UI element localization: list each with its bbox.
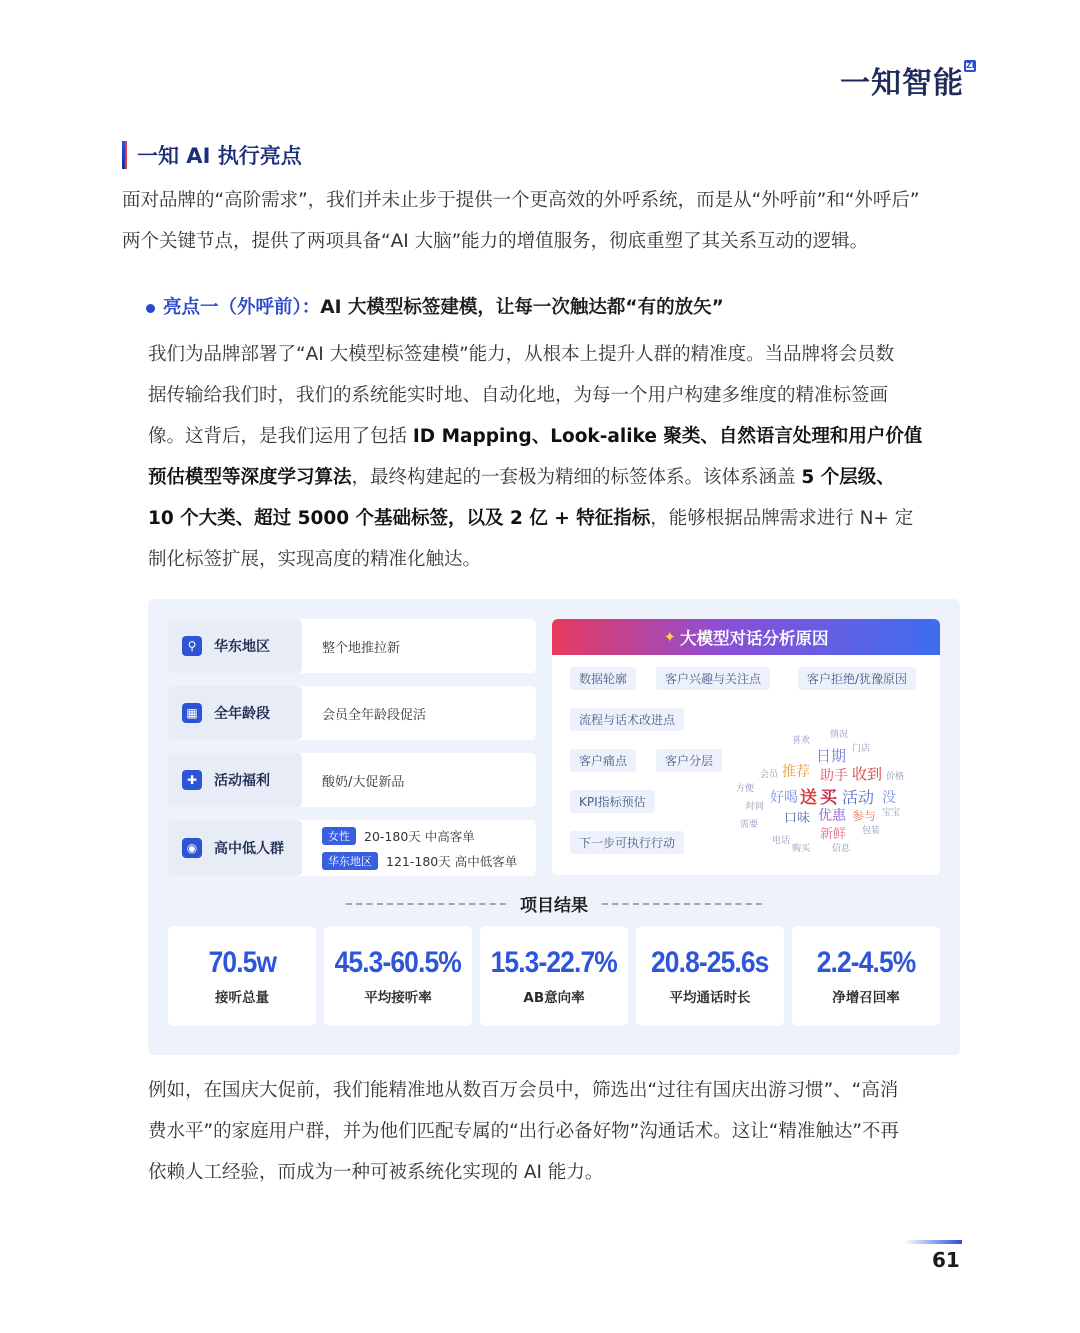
- highlight-title: AI 大模型标签建模，让每一次触达都“有的放矢”: [320, 297, 724, 318]
- body-line-4b: ，最终构建起的一套极为精细的标签体系。该体系涵盖: [351, 467, 802, 488]
- brand-logo: 一知智能: [840, 66, 964, 101]
- body-line-5: [148, 498, 962, 539]
- metric-value: 15.3-22.7%: [490, 946, 618, 979]
- closing-line-2: 费水平”的家庭用户群，并为他们匹配专属的“出行必备好物”沟通话术。这让“精准触达”不再: [148, 1121, 899, 1142]
- cloud-word: 口味: [784, 811, 811, 826]
- segment-text: 20-180天 中高客单: [364, 828, 475, 844]
- results-heading: [148, 891, 960, 916]
- metric-label: AB意向率: [523, 990, 585, 1006]
- analysis-chip: 流程与话术改进点: [570, 708, 684, 731]
- cloud-word: 会员: [760, 770, 779, 780]
- metric-label: 接听总量: [215, 990, 269, 1006]
- cloud-word: 新鲜: [820, 827, 847, 842]
- cloud-word: 日期: [816, 747, 847, 765]
- strategy-row-value: [302, 820, 536, 876]
- cloud-word: 推荐: [782, 764, 810, 780]
- metric-value: 45.3-60.5%: [334, 946, 462, 979]
- results-title: 项目结果: [520, 896, 588, 916]
- body-line-1: 我们为品牌部署了“AI 大模型标签建模”能力，从根本上提升人群的精准度。当品牌将会员数: [148, 344, 895, 365]
- segment-line: [322, 827, 475, 845]
- analysis-chip: 客户拒绝/犹豫原因: [798, 667, 916, 690]
- intro-line-1: 面对品牌的“高阶需求”，我们并未止步于提供一个更高效的外呼系统，而是从“外呼前”和“外呼后”: [122, 190, 920, 211]
- cloud-word: 价格: [886, 772, 905, 782]
- cloud-word: 参与: [852, 809, 877, 823]
- body-line-5a: 10 个大类、超过 5000 个基础标签，以及 2 亿 + 特征指标: [148, 508, 651, 529]
- bullet-dot-icon: [146, 304, 155, 313]
- analysis-chip: 下一步可执行行动: [570, 831, 684, 854]
- segment-tag: 华东地区: [322, 852, 378, 870]
- body-line-3a: 像。这背后，是我们运用了包括: [148, 426, 413, 447]
- body-line-4a: 预估模型等深度学习算法: [148, 467, 352, 488]
- users-icon: ◉: [182, 838, 202, 858]
- cloud-word: 送: [800, 788, 817, 808]
- row-label-text: 全年龄段: [214, 706, 270, 722]
- body-line-2: 据传输给我们时，我们的系统能实时地、自动化地，为每一个用户构建多维度的精准标签画: [148, 385, 889, 406]
- ai-card-header: [552, 619, 940, 655]
- body-line-5b: ，能够根据品牌需求进行 N+ 定: [650, 508, 914, 529]
- ai-analysis-card: [552, 619, 940, 875]
- closing-paragraph: [148, 1070, 962, 1193]
- cloud-word: 喜欢: [792, 736, 811, 746]
- body-line-4: [148, 457, 962, 498]
- metric-label: 净增召回率: [832, 990, 900, 1006]
- calendar-icon: ▦: [182, 703, 202, 723]
- metric-value: 70.5w: [208, 946, 276, 979]
- ai-card-title: 大模型对话分析原因: [680, 629, 829, 648]
- strategy-row: [168, 686, 536, 740]
- analysis-chip: 客户兴趣与关注点: [656, 667, 770, 690]
- metric-card: [792, 926, 940, 1026]
- cloud-word: 门店: [852, 744, 871, 754]
- strategy-row-value: 酸奶/大促新品: [322, 774, 405, 790]
- cloud-word: 情况: [830, 730, 849, 740]
- strategy-row-value: 会员全年龄段促活: [322, 707, 427, 723]
- cloud-word: 优惠: [818, 808, 846, 824]
- strategy-row: [168, 820, 536, 876]
- infographic-panel: [148, 599, 960, 1055]
- body-line-3: [148, 416, 962, 457]
- segment-line: [322, 852, 517, 870]
- cloud-word: 买: [820, 788, 837, 808]
- body-line-4c: 5 个层级、: [801, 467, 895, 488]
- divider: [346, 903, 506, 905]
- strategy-row: [168, 619, 536, 673]
- cloud-word: 电话: [772, 836, 791, 846]
- metric-card: [636, 926, 784, 1026]
- metric-label: 平均接听率: [364, 990, 432, 1006]
- cloud-word: 没: [882, 790, 896, 806]
- cloud-word: 助手: [820, 768, 848, 784]
- cloud-word: 包装: [862, 826, 881, 836]
- metric-card: [168, 926, 316, 1026]
- body-line-6: 制化标签扩展，实现高度的精准化触达。: [148, 549, 482, 570]
- row-label-text: 高中低人群: [214, 841, 284, 857]
- sparkle-icon: ✦: [663, 628, 677, 646]
- cloud-word: 好喝: [770, 790, 798, 806]
- section-title: 一知 AI 执行亮点: [137, 144, 302, 168]
- segment-tag: 女性: [322, 827, 356, 845]
- segment-text: 121-180天 高中低客单: [386, 853, 518, 869]
- cloud-word: 购买: [792, 844, 811, 854]
- location-pin-icon: ⚲: [182, 636, 202, 656]
- body-line-3b: ID Mapping、Look-alike 聚类、自然语言处理和用户价值: [412, 426, 923, 447]
- metric-card: [480, 926, 628, 1026]
- strategy-row-label: [168, 686, 302, 740]
- metric-value: 2.2-4.5%: [816, 946, 916, 979]
- cloud-word: 收到: [852, 765, 883, 783]
- analysis-chip: 数据轮廓: [570, 667, 636, 690]
- highlight-lead: 亮点一（外呼前）：: [163, 297, 321, 318]
- cloud-word: 方便: [736, 784, 755, 794]
- highlight-heading: [146, 293, 724, 323]
- row-label-text: 华东地区: [214, 639, 270, 655]
- cloud-word: 信息: [832, 844, 851, 854]
- page-number-accent: [904, 1240, 962, 1244]
- brand-mark-icon: ZI: [966, 61, 975, 70]
- body-paragraph: [148, 334, 962, 580]
- intro-paragraph: [122, 180, 970, 262]
- analysis-chip: 客户痛点: [570, 749, 636, 772]
- metric-card: [324, 926, 472, 1026]
- strategy-row-value: 整个地推拉新: [322, 640, 401, 656]
- word-cloud: [732, 721, 932, 869]
- strategy-row-label: [168, 753, 302, 807]
- intro-line-2: 两个关键节点，提供了两项具备“AI 大脑”能力的增值服务，彻底重塑了其关系互动的逻辑。: [122, 231, 869, 252]
- section-heading: [122, 140, 302, 170]
- analysis-chip: KPI指标预估: [570, 790, 655, 813]
- analysis-chip: 客户分层: [656, 749, 722, 772]
- section-accent-bar: [122, 141, 127, 169]
- closing-line-1: 例如，在国庆大促前，我们能精准地从数百万会员中，筛选出“过往有国庆出游习惯”、“高消: [148, 1080, 899, 1101]
- strategy-row: [168, 753, 536, 807]
- row-label-text: 活动福利: [214, 773, 270, 789]
- metric-label: 平均通话时长: [669, 990, 751, 1006]
- cloud-word: 需要: [740, 820, 759, 830]
- strategy-row-label: [168, 619, 302, 673]
- cloud-word: 活动: [842, 788, 875, 807]
- page-number: 61: [932, 1248, 960, 1272]
- divider: [602, 903, 762, 905]
- gift-icon: ✚: [182, 770, 202, 790]
- strategy-row-label: [168, 820, 302, 876]
- cloud-word: 时间: [746, 802, 765, 812]
- cloud-word: 宝宝: [882, 808, 901, 818]
- closing-line-3: 依赖人工经验，而成为一种可被系统化实现的 AI 能力。: [148, 1162, 604, 1183]
- metric-value: 20.8-25.6s: [651, 946, 769, 979]
